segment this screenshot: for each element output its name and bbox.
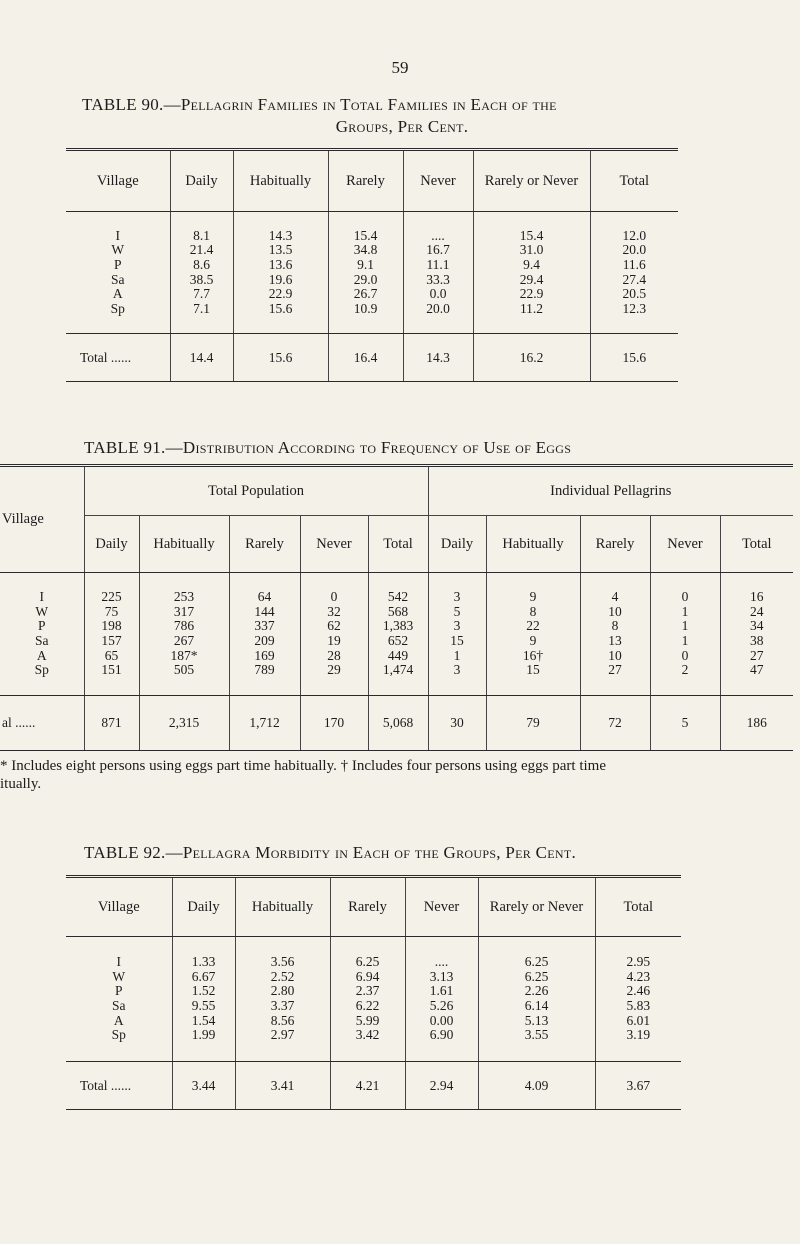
t91-col-pel-rarely	[580, 573, 650, 696]
table-cell: 6.94	[355, 968, 380, 984]
table-cell: 3	[453, 618, 461, 634]
t90-total-habitually: 15.6	[233, 334, 328, 382]
table-cell: 29.4	[519, 271, 544, 287]
table-cell: 65	[104, 647, 119, 663]
t91-col-village	[0, 573, 84, 696]
t92-col-daily	[172, 937, 235, 1062]
t91-total-cell: 5	[650, 696, 720, 751]
table-cell: 19	[327, 633, 341, 648]
t90-total-daily: 14.4	[170, 334, 233, 382]
t90-total-total: 15.6	[590, 334, 678, 382]
table-cell: 10	[608, 647, 622, 663]
table-cell: 8.6	[193, 256, 210, 272]
table-cell: 6.01	[626, 1012, 651, 1028]
table-cell: 8.1	[193, 227, 210, 243]
t91-col-pop-habitually	[139, 573, 229, 696]
table-cell: 33.3	[426, 271, 450, 287]
table-cell: 1,474	[382, 662, 414, 678]
t92-header-daily: Daily	[172, 877, 235, 937]
table-cell: 11.6	[622, 256, 646, 272]
table-cell: 3.56	[270, 954, 295, 970]
table-cell: 11.1	[426, 256, 450, 272]
table-cell: W	[35, 603, 49, 619]
table-cell: 19.6	[268, 271, 293, 287]
t90-total-rarely-or-never: 16.2	[473, 334, 590, 382]
t90-col-rarely	[328, 212, 403, 334]
table-cell: W	[111, 242, 125, 258]
t91-header-total-population: Total Population	[84, 466, 428, 516]
table-cell: 4	[611, 589, 619, 605]
t91-sub-pel-never: Never	[650, 516, 720, 573]
t91-total-cell: 1,712	[229, 696, 300, 751]
table90-title-line2: Groups, Per Cent.	[335, 117, 469, 136]
t91-col-pop-total	[368, 573, 428, 696]
t92-total-rarely-or-never: 4.09	[478, 1062, 595, 1110]
table-cell: 2.97	[270, 1027, 295, 1043]
t91-col-pop-never	[300, 573, 368, 696]
table-cell: 4.23	[626, 968, 651, 984]
table-cell: P	[114, 983, 123, 999]
t90-total-never: 14.3	[403, 334, 473, 382]
table-cell: 27	[608, 662, 622, 678]
table-cell: Sp	[34, 662, 49, 678]
table-cell: 225	[101, 589, 122, 605]
table-cell: 5.83	[626, 998, 651, 1013]
t92-col-habitually	[235, 937, 330, 1062]
t91-total-cell: 72	[580, 696, 650, 751]
table-cell: 28	[327, 647, 341, 663]
table-cell: 0	[330, 589, 338, 605]
t91-col-pel-habitually	[486, 573, 580, 696]
table92	[66, 875, 681, 1110]
table-cell: 20.0	[426, 300, 450, 316]
t91-col-pop-daily	[84, 573, 139, 696]
table-cell: 15.4	[519, 227, 544, 243]
table-cell: 1	[453, 647, 461, 663]
t90-col-habitually	[233, 212, 328, 334]
table-cell: 15	[526, 662, 540, 678]
t90-col-total	[590, 212, 678, 334]
table-cell: 317	[173, 603, 195, 619]
t91-total-cell: 871	[84, 696, 139, 751]
table-cell: Sp	[110, 300, 125, 316]
t91-col-pop-rarely	[229, 573, 300, 696]
t91-total-cell: 170	[300, 696, 368, 751]
t92-col-rarely-or-never	[478, 937, 595, 1062]
table-cell: 16.7	[426, 242, 450, 258]
table-cell: 169	[254, 647, 275, 663]
table-cell: 449	[387, 647, 409, 663]
table-cell: 0.00	[429, 1012, 454, 1028]
table-cell: 12.0	[622, 227, 647, 243]
table-cell: 20.5	[622, 286, 647, 302]
table-cell: P	[113, 256, 122, 272]
table-cell: 1.99	[191, 1027, 216, 1043]
table-cell: 144	[254, 603, 275, 619]
t91-total-cell: 2,315	[139, 696, 229, 751]
table-cell: 26.7	[353, 286, 378, 302]
table-cell: A	[113, 1012, 124, 1028]
table-cell: 2.80	[270, 983, 295, 999]
table91-footnote	[0, 757, 800, 793]
table-cell: 64	[257, 589, 272, 605]
t91-header-village: Village	[0, 466, 84, 573]
table-cell: 8	[611, 618, 619, 634]
table-cell: ....	[434, 954, 449, 970]
table-cell: 3	[453, 662, 461, 678]
t90-col-village	[66, 212, 170, 334]
t91-sub-pop-total: Total	[368, 516, 428, 573]
table-cell: 6.25	[524, 968, 549, 984]
table-cell: 15.6	[268, 300, 293, 316]
footnote-line2: itually.	[0, 776, 42, 792]
table-cell: A	[112, 286, 123, 302]
table-cell: 29.0	[353, 271, 378, 287]
t91-sub-pel-total: Total	[720, 516, 793, 573]
t91-col-pel-total	[720, 573, 793, 696]
table-cell: I	[115, 227, 120, 243]
table-cell: 0.0	[429, 286, 447, 302]
t92-header-rarely: Rarely	[330, 877, 405, 937]
table-cell: 6.90	[429, 1027, 454, 1043]
table90-title-line1: TABLE 90.—Pellagrin Families in Total Families in Each of the	[82, 95, 557, 114]
table-cell: 3.13	[429, 968, 454, 984]
t90-col-never	[403, 212, 473, 334]
t91-sub-pel-habitually: Habitually	[486, 516, 580, 573]
table-cell: 568	[387, 603, 409, 619]
table-cell: Sa	[111, 271, 125, 287]
t91-sub-pop-habitually: Habitually	[139, 516, 229, 573]
table-cell: 187*	[170, 647, 198, 663]
table-cell: 151	[101, 662, 122, 678]
table-cell: 1.33	[191, 954, 216, 970]
table-cell: 5.99	[355, 1012, 380, 1028]
t91-header-individual-pellagrins: Individual Pellagrins	[428, 466, 793, 516]
table-cell: 6.14	[524, 998, 549, 1013]
table-cell: 13	[608, 633, 622, 648]
table-cell: 38.5	[189, 271, 214, 287]
table-cell: 1.52	[191, 983, 216, 999]
table-cell: A	[36, 647, 47, 663]
t91-total-label: al ......	[0, 696, 84, 751]
table-cell: 198	[101, 618, 122, 634]
t91-sub-pel-rarely: Rarely	[580, 516, 650, 573]
table-cell: 157	[101, 633, 122, 648]
table-cell: 27	[750, 647, 764, 663]
table-cell: 5.26	[429, 998, 454, 1013]
t92-header-rarely-or-never: Rarely or Never	[478, 877, 595, 937]
t91-total-cell: 186	[720, 696, 793, 751]
table-cell: 22	[526, 618, 540, 634]
table-cell: 2	[681, 662, 689, 678]
t92-total-label: Total ......	[66, 1062, 172, 1110]
table-cell: 1.61	[429, 983, 454, 999]
t91-sub-pop-rarely: Rarely	[229, 516, 300, 573]
t92-total-daily: 3.44	[172, 1062, 235, 1110]
t90-col-daily	[170, 212, 233, 334]
table-cell: 22.9	[268, 286, 293, 302]
table-cell: 786	[173, 618, 195, 634]
table-cell: 6.22	[355, 998, 380, 1013]
table90-title	[82, 94, 722, 138]
t92-total-never: 2.94	[405, 1062, 478, 1110]
table-cell: 29	[327, 662, 341, 678]
table-cell: 5.13	[524, 1012, 549, 1028]
t91-sub-pel-daily: Daily	[428, 516, 486, 573]
table-cell: 13.5	[268, 242, 293, 258]
table-cell: 12.3	[622, 300, 647, 316]
t90-header-daily: Daily	[170, 150, 233, 212]
table-cell: 62	[327, 618, 341, 634]
t90-header-village: Village	[66, 150, 170, 212]
t91-total-cell: 79	[486, 696, 580, 751]
table-cell: 9	[529, 633, 537, 648]
table-cell: 34	[750, 618, 764, 634]
t92-col-rarely	[330, 937, 405, 1062]
table-cell: 9.1	[357, 256, 374, 272]
t90-total-row	[66, 334, 678, 382]
table-cell: Sa	[112, 998, 126, 1013]
table-cell: 0	[681, 647, 689, 663]
table-cell: I	[116, 954, 121, 970]
table-cell: 32	[327, 603, 341, 619]
t91-total-cell: 30	[428, 696, 486, 751]
t92-total-habitually: 3.41	[235, 1062, 330, 1110]
table-cell: 3.42	[355, 1027, 380, 1043]
table92-title: TABLE 92.—Pellagra Morbidity in Each of the Groups, Per Cent.	[84, 843, 577, 862]
t92-header-never: Never	[405, 877, 478, 937]
table-cell: 15	[450, 633, 464, 648]
table-cell: 253	[173, 589, 195, 605]
t90-header-rarely-or-never: Rarely or Never	[473, 150, 590, 212]
table-cell: Sp	[111, 1027, 126, 1043]
table-cell: I	[39, 589, 44, 605]
t92-col-never	[405, 937, 478, 1062]
table-cell: 47	[750, 662, 764, 678]
t90-header-never: Never	[403, 150, 473, 212]
t90-total-rarely: 16.4	[328, 334, 403, 382]
table-cell: 505	[173, 662, 195, 678]
table-cell: 7.7	[193, 286, 210, 302]
table-cell: 31.0	[519, 242, 544, 258]
table-cell: 209	[254, 633, 275, 648]
table-cell: 13.6	[268, 256, 293, 272]
table-cell: ....	[431, 227, 445, 243]
t92-total-rarely: 4.21	[330, 1062, 405, 1110]
t92-col-village	[66, 937, 172, 1062]
table90	[66, 148, 678, 382]
table-cell: 24	[750, 603, 764, 619]
table-cell: P	[37, 618, 46, 634]
t90-total-label: Total ......	[66, 334, 170, 382]
table-cell: 9.4	[523, 256, 540, 272]
table-cell: 6.25	[524, 954, 549, 970]
table-cell: 6.67	[191, 968, 216, 984]
table-cell: 1	[681, 603, 689, 619]
table-cell: 5	[453, 603, 461, 619]
t92-total-total: 3.67	[595, 1062, 681, 1110]
t91-col-pel-never	[650, 573, 720, 696]
table-cell: 11.2	[519, 300, 544, 316]
table-cell: 542	[387, 589, 409, 605]
table-cell: 1.54	[191, 1012, 216, 1028]
table-cell: 1,383	[382, 618, 414, 634]
table-cell: 14.3	[268, 227, 293, 243]
table-cell: 1	[681, 618, 689, 634]
table-cell: 2.26	[524, 983, 549, 999]
t92-header-habitually: Habitually	[235, 877, 330, 937]
table-cell: 16	[750, 589, 764, 605]
t91-total-cell: 5,068	[368, 696, 428, 751]
table-cell: 22.9	[519, 286, 544, 302]
table91	[0, 464, 793, 751]
table-cell: 267	[173, 633, 195, 648]
t91-sub-pop-daily: Daily	[84, 516, 139, 573]
table-cell: 1	[681, 633, 689, 648]
table-cell: 9	[529, 589, 537, 605]
table-cell: 8	[529, 603, 537, 619]
footnote-line1: * Includes eight persons using eggs part time habitually. † Includes four persons using eggs part time	[0, 758, 606, 774]
table-cell: 3.37	[270, 998, 295, 1013]
table-cell: 0	[681, 589, 689, 605]
table-cell: 75	[104, 603, 119, 619]
table91-title: TABLE 91.—Distribution According to Frequency of Use of Eggs	[84, 438, 572, 457]
table-cell: 3.55	[524, 1027, 549, 1043]
table-cell: 2.37	[355, 983, 380, 999]
table-cell: 8.56	[270, 1012, 295, 1028]
t90-header-habitually: Habitually	[233, 150, 328, 212]
table-cell: 789	[254, 662, 275, 678]
table-cell: 15.4	[353, 227, 378, 243]
t91-col-pel-daily	[428, 573, 486, 696]
table-cell: 6.25	[355, 954, 380, 970]
table-cell: W	[112, 968, 126, 984]
t90-header-total: Total	[590, 150, 678, 212]
table-cell: 34.8	[353, 242, 378, 258]
table-cell: Sa	[35, 633, 49, 648]
t90-header-rarely: Rarely	[328, 150, 403, 212]
t92-total-row	[66, 1062, 681, 1110]
table-cell: 10	[608, 603, 622, 619]
table-cell: 3	[453, 589, 461, 605]
table-cell: 2.95	[626, 954, 651, 970]
t90-col-rarely-or-never	[473, 212, 590, 334]
table-cell: 9.55	[191, 998, 216, 1013]
t92-header-village: Village	[66, 877, 172, 937]
table-cell: 16†	[522, 647, 544, 663]
t91-sub-pop-never: Never	[300, 516, 368, 573]
table-cell: 10.9	[353, 300, 378, 316]
t92-col-total	[595, 937, 681, 1062]
table-cell: 20.0	[622, 242, 647, 258]
table-cell: 38	[750, 633, 764, 648]
t92-header-total: Total	[595, 877, 681, 937]
t91-total-row	[0, 696, 793, 751]
table-cell: 2.46	[626, 983, 651, 999]
page-number: 59	[391, 58, 409, 77]
table-cell: 21.4	[189, 242, 214, 258]
table-cell: 27.4	[622, 271, 647, 287]
table-cell: 7.1	[193, 300, 210, 316]
table-cell: 2.52	[270, 968, 295, 984]
table-cell: 337	[254, 618, 275, 634]
table-cell: 652	[387, 633, 409, 648]
table-cell: 3.19	[626, 1027, 651, 1043]
